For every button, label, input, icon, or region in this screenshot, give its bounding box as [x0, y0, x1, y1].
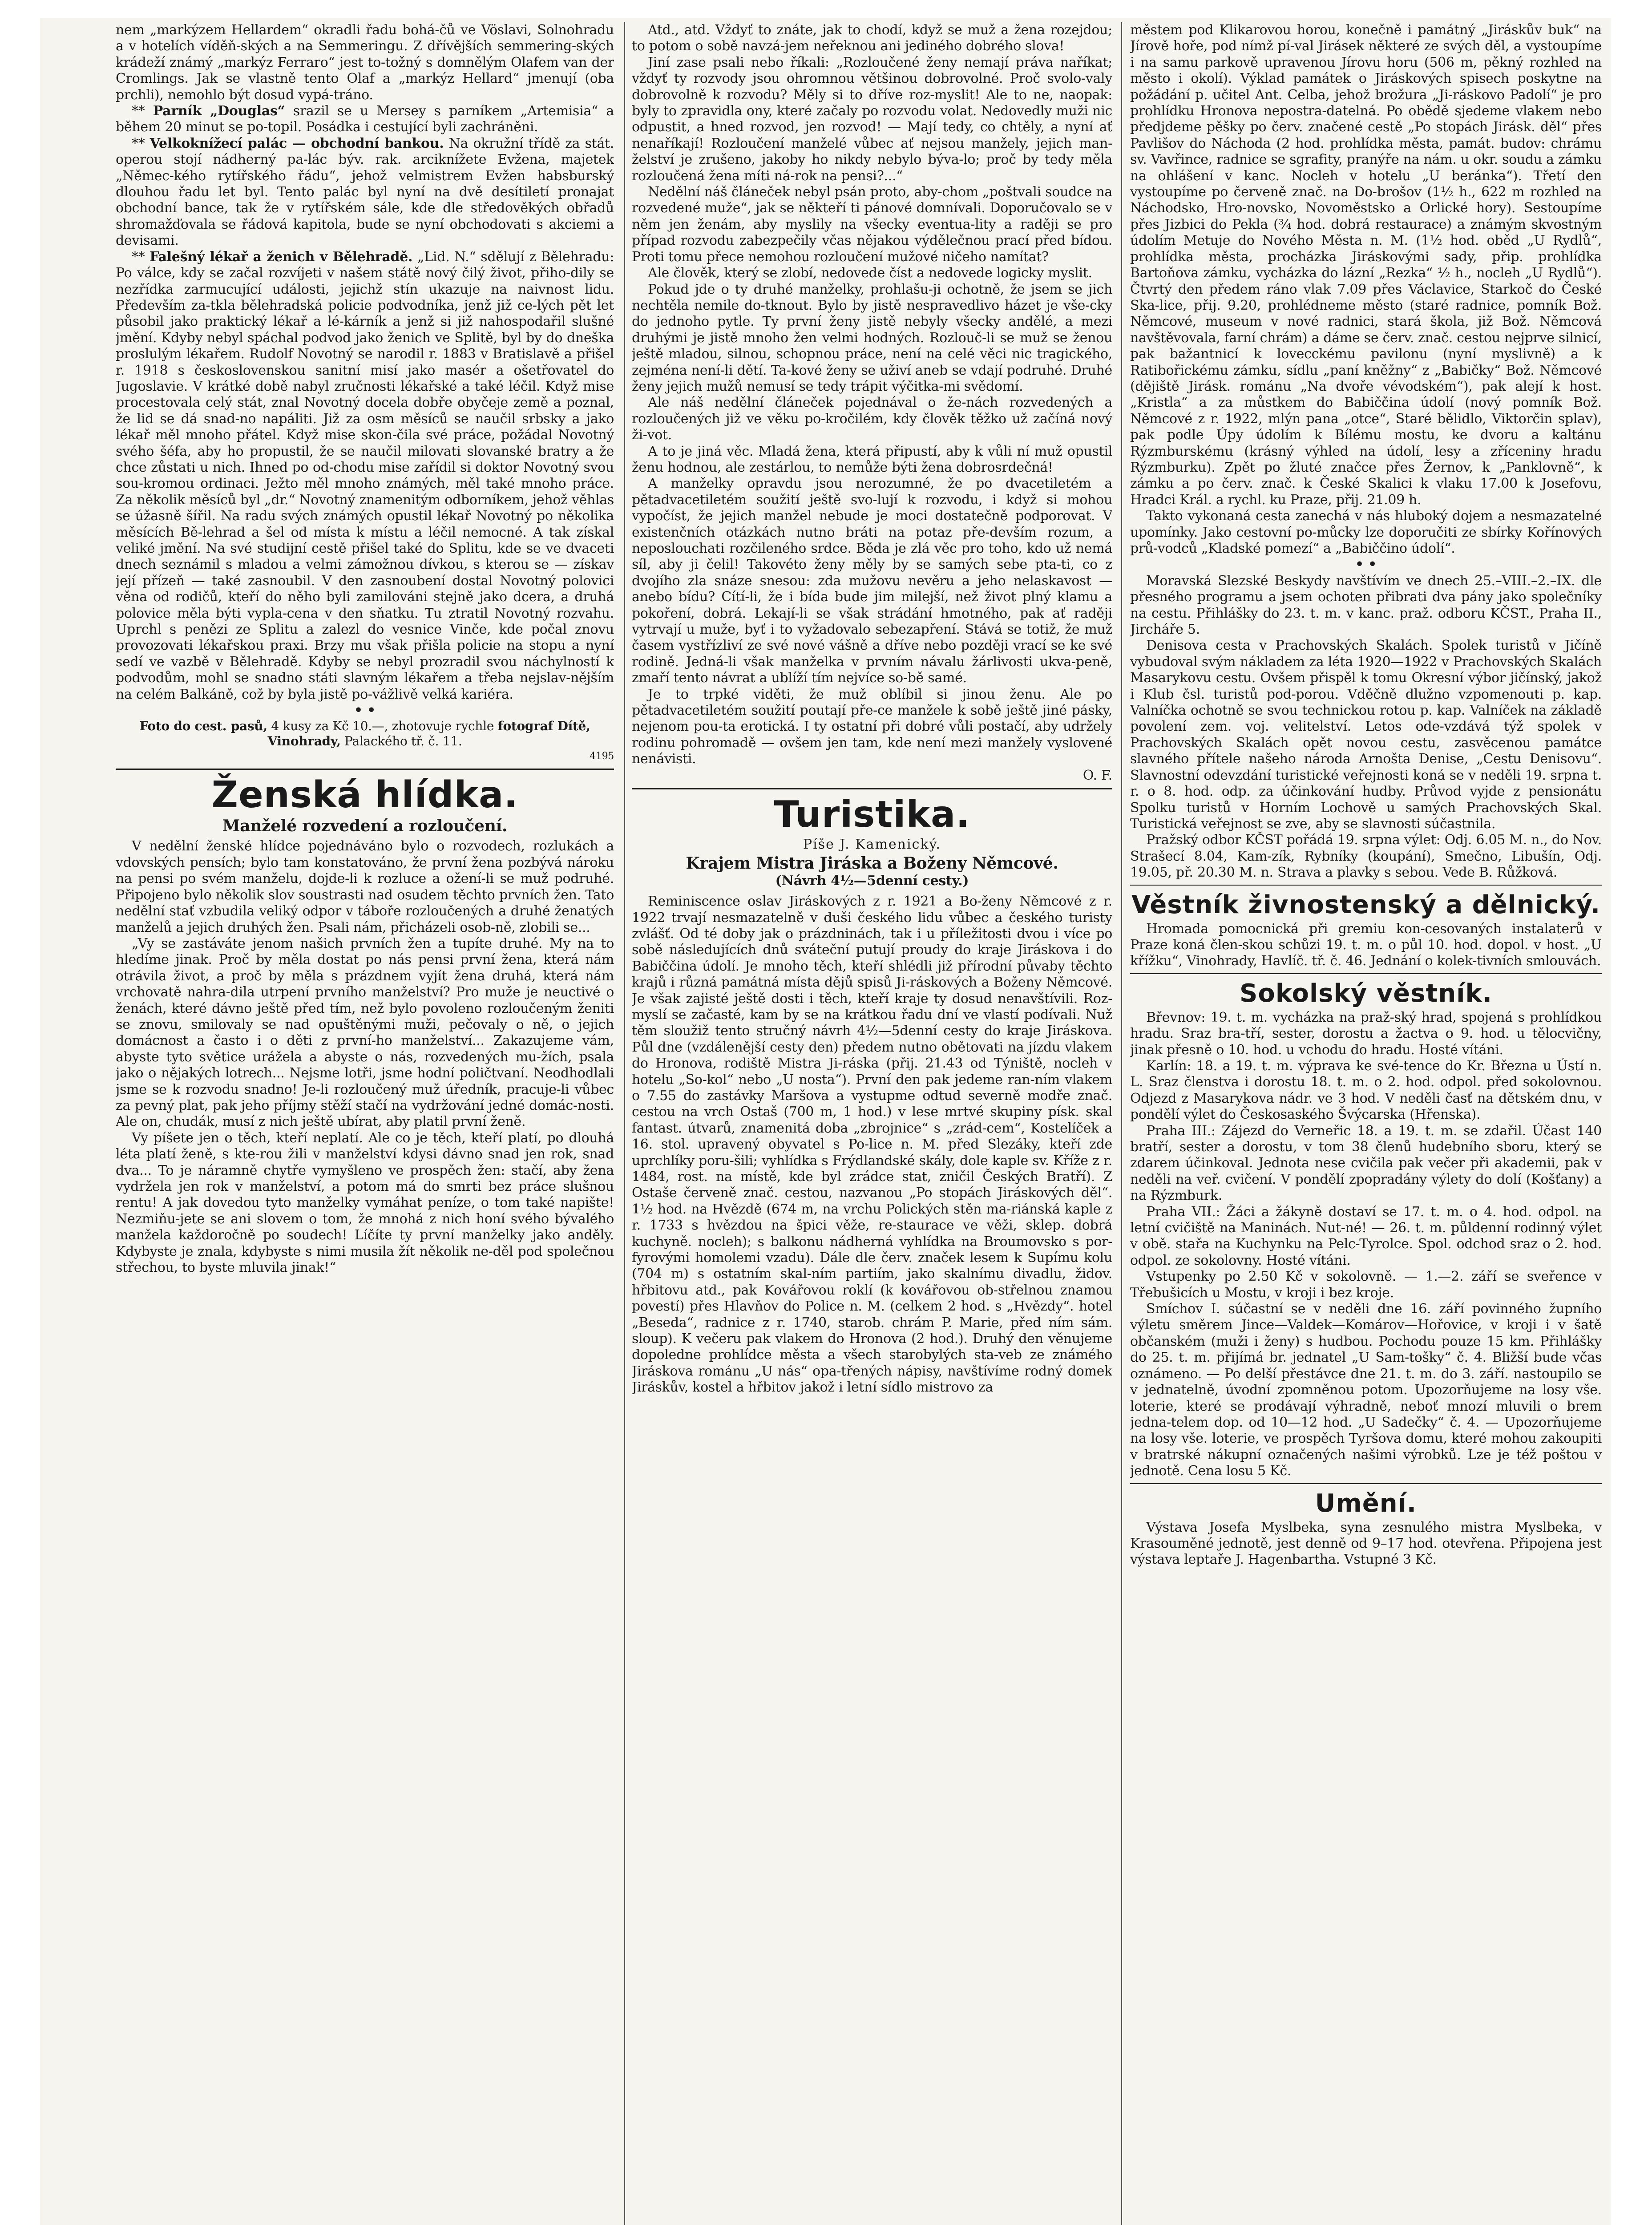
paragraph: Praha III.: Zájezd do Verneřic 18. a 19. t. m. se zdařil. Účast 140 bratří, sester a dorostu, v tom 38 členů hudebního sboru, který se zdarem účinkoval. Jednota nese cvičila pak večer při akademii, pak v neděli na veř. cvičení. V pondělí zpopradány výlety do dolí (Košťany) a na Rýzmburk.	[1130, 1123, 1602, 1204]
article-title: Manželé rozvedení a rozloučení.	[222, 817, 508, 836]
section-title-turistika: Turistika.	[774, 793, 970, 836]
ad-text: 4 kusy za Kč 10.—, zhotovuje rychle	[267, 719, 498, 734]
byline: Píše J. Kamenický.	[803, 837, 941, 853]
news-item: ** Velkoknížecí palác — obchodní bankou. Na okružní třídě za stát. operou stojí nádherný pa-lác býv. rak. arciknížete Evžena, majetek „Němec-kého rytířského řádu“, jehož velmistrem Evžen habsburský dlouhou řadu let byl. Tento palác byl nyní na dvě desítiletí pronajat obchodní bance, tak že v rytířském sále, kde dle středověkých obřadů shromažďovala se řádová kapitola, bude se nyní obchodovati s akciemi a devisami.	[116, 135, 614, 249]
divider	[632, 788, 1112, 789]
news-text: Na okružní třídě za stát. operou stojí nádherný pa-lác býv. rak. arciknížete Evžena, majetek „Němec-kého rytířského řádu“, jehož velmistrem Evžen habsburský dlouhou řadu let byl. Tento palác byl nyní na dvě desítiletí pronajat obchodní bance, tak že v rytířském sále, kde dle středověkých obřadů shromažďovala se řádová kapitola, bude se nyní obchodovati s akciemi a devisami.	[116, 135, 614, 249]
paragraph: Nedělní náš článeček nebyl psán proto, aby-chom „poštvali soudce na rozvedené muže“, jak se někteří ti pánové domnívali. Doporučovalo se v něm jen ženám, aby myslily na všecky eventua-lity a raději se pro případ rozvodu zabezpečily včas nějakou výdělečnou prací před bídou. Proti tomu přece nemohou rozloučení mužové ničeho namítat?	[632, 184, 1112, 265]
column-rule	[624, 22, 625, 2225]
ad-text: fotograf Dítě, Vinohrady,	[267, 719, 590, 749]
divider	[1130, 973, 1602, 974]
ad-text: Palackého tř. č. 11.	[340, 734, 462, 749]
paragraph: Ale člověk, který se zlobí, nedovede číst a nedovede logicky myslit.	[648, 265, 1092, 281]
article-title: Krajem Mistra Jiráska a Boženy Němcové.	[686, 854, 1058, 873]
paragraph: Reminiscence oslav Jiráskových z r. 1921 a Bo-ženy Němcové z r. 1922 trvají nesmazatelně v duši českého lidu vůbec a českého turisty zvlášť. Od té doby jak o prázdninách, tak i u příležitosti dvou i více po sobě následujících dnů sváteční putují proudy do kraje Jiráskova i do Babiččina údolí. Je mnoho těch, kteří shlédli již přírodní půvaby těchto krajů i různá památná místa dějů spisů Ji-ráskových a Boženy Němcové. Je však zajisté ještě dosti i těch, kteří kraje ty dosud nenavštívili. Roz-myslí se začasté, kam by se na krátkou řadu dní ve vlastí podívali. Nuž těm sloužiž tento stručný návrh 4½—5denní cesty do kraje Jiráskova. Půl dne (vzdálenější cesty den) předem nutno obětovati na jízdu vlakem do Hronova, rodiště Mistra Ji-ráska (přij. 21.43 od Týniště, nocleh v hotelu „So-kol“ nebo „U nosta“). První den pak jedeme ran-ním vlakem o 7.55 do zastávky Maršova a vystupme odtud severně modře znač. cestou na vrch Ostaš (700 m, 1 hod.) v lese mrtvé skupiny písk. skal fantast. útvarů, znamenitá doba „zbrojnice“ s „zrád-cem“, Kostelíček a 16. stol. upravený obyvatel s Po-lice n. M. před Slezáky, kteří zde uprchlíky poru-šili; vyhlídka s Frýdlandské skály, dole kaple sv. Kříže z r. 1484, rost. na místě, kde byl zrádce stat, zničil Českých Bratří). Z Ostaše červeně znač. cestou, nazvanou „Po stopách Jiráskových děl“. 1½ hod. na Hvězdě (674 m, na vrchu Polických stěn ma-riánská kaple z r. 1733 s hvězdou na špici věže, re-staurace ve věži, sklep. dobrá kuchyně. nocleh); s balkonu nádherná vyhlídka na Broumovsko s por-fyrovými homolemi vzadu). Dále dle červ. značek lesem k Supímu kolu (704 m) s ostatním skal-ním partiím, jako skalnímu divadlu, židov. hřbitovu atd., pak Kovářovou roklí (k kovářovou ob-střelnou znamou povestí) přes Hlavňov do Police n. M. (celkem 2 hod. s „Hvězdy“. hotel „Beseda“, radnice z r. 1740, starob. chrám P. Marie, před ním sám. sloup). K večeru pak vlakem do Hronova (2 hod.). Druhý den věnujeme dopoledne prohlídce města a všech starobylých sta-veb ze známého Jiráskova románu „U nás“ opa-třených nápisy, navštívíme rodný domek Jiráskův, kostel a hřbitov jakož i letní sídlo mistrovo za	[632, 894, 1112, 1396]
news-headline: Falešný lékař a ženich v Bělehradě.	[149, 249, 413, 265]
section-title-sokolsky-vestnik: Sokolský věstník.	[1240, 979, 1492, 1008]
paragraph: Praha VII.: Žáci a žákyně dostaví se 17. t. m. o 4. hod. odpol. na letní cvičiště na Maninách. Nut-né! — 26. t. m. půldenní rodinný výlet v obě. stařa na Kuchynku na Pelc-Tyrolce. Spol. odchod sraz o 2. hod. odpol. ze sokolovny. Hosté vítáni.	[1130, 1204, 1602, 1268]
paragraph: Ale náš nedělní článeček pojednával o že-nách rozvedených a rozloučených již ve věku po-kročilém, kdy člověk těžko už začíná nový ži-vot.	[632, 395, 1112, 443]
author-signature: O. F.	[1082, 767, 1112, 783]
separator-stars: • •	[354, 703, 376, 719]
ad-number: 4195	[590, 751, 614, 762]
column-2	[632, 22, 1112, 2225]
separator-stars: • •	[1355, 557, 1377, 573]
paragraph: Je to trpké viděti, že muž oblíbil si jinou ženu. Ale po pětadvacetiletém soužití poutají pře-ce manžele k sobě ještě jiné pásky, nejenom pou-ta erotická. I ty ostatní při dobré vůli postačí, aby udržely rodinu pohromadě — ovšem jen tam, kde není mezi manžely vyslovené nenávisti.	[632, 686, 1112, 767]
section-title-zenska-hlidka: Ženská hlídka.	[211, 774, 518, 817]
advertisement	[116, 719, 614, 764]
paragraph: Výstava Josefa Myslbeka, syna zesnulého mistra Myslbeka, v Krasouměné jednotě, jest denně od 9–17 hod. otevřena. Připojena jest výstava leptaře J. Hagenbartha. Vstupné 3 Kč.	[1130, 1519, 1602, 1568]
column-rule	[1121, 22, 1122, 2225]
paragraph: V nedělní ženské hlídce pojednáváno bylo o rozvodech, rozlukách a vdovských pensích; bylo tam konstatováno, že první žena pozbývá nároku na pensi po svém manželu, dojde-li k rozluce a ožení-li se muž podruhé. Připojeno bylo několik slov soustrasti nad osudem těchto prvních žen. Tato nedělní stať vzbudila veliký odpor v táboře rozloučených a druhé ženatých manželů a jejich druhých žen. Psali nám, přicházeli osob-ně, zlobili se...	[116, 838, 614, 935]
paragraph: „Vy se zastáváte jenom našich prvních žen a tupíte druhé. My na to hledíme jinak. Proč by měla dostat po nás pensi první žena, která nám otrávila život, a proč by měla s prázdnem vyjít žena druhá, která nám vrchovatě nahra-dila utrpení prvního manželství? Pro muže je neuctivé o ženách, které dávno ještě před tím, než bylo povoleno rozloučeným ženiti se znovu, smilovaly se nad opuštěnými muži, pečovaly o ně, o jejich domácnost a často i o děti z první-ho manželství... Zakazujeme vám, abyste tyto světice urážela a abyste o nás, rozvedených mu-žích, psala jako o nějakých lotrech... Nejsme lotři, jsme hodní poličtvaní. Neodhodlali jsme se k rozvodu snadno! Je-li rozloučený muž úředník, pracuje-li vůbec za pevný plat, pak jeho příjmy stěží stačí na vydržování jedné domác-nosti. Ale on, chudák, musí z nich ještě ubírat, aby platil první ženě.	[116, 935, 614, 1130]
paragraph: A to je jiná věc. Mladá žena, která připustí, aby k vůli ní muž opustil ženu hodnou, ale zestárlou, to nemůže býti žena dobrosrdečná!	[632, 443, 1112, 475]
news-text: „Lid. N.“ sdělují z Bělehradu: Po válce, kdy se začal rozvíjeti v našem státě nový čilý život, přiho-dily se nezřídka zarmucující události, jejichž stín ukazuje na naivnost lidu. Především za-tkla bělehradská policie podvodníka, jenž již ce-lých pět let působil jako praktický lékař a lé-kárník a jenž si již nahospodařil slušné jmění. Kdyby nebyl spáchal podvod jako ženich ve Splitě, byl by do dneška proslulým lékařem. Rudolf Novotný se narodil r. 1883 v Bratislavě a přišel r. 1918 s československou sanitní misí jako masér a ošetřovatel do Jugoslavie. V krátké době nabyl zručnosti lékařské a také léčil. Když mise procestovala celý stát, znal Novotný docela dobře obyčeje země a poznal, že lid se dá snad-no napáliti. Již za osm měsíců se naučil srbsky a jako lékař měl mnoho přátel. Když mise skon-čila své práce, požádal Novotný svého šéfa, aby ho propustil, že se naučil milovati slovanské bratry a že chce zůstati u nich. Ihned po od-chodu mise zařídil si doktor Novotný svou sou-kromou ordinaci. Ježto měl mnoho známých, měl také mnoho práce. Za několik měsíců byl „dr.“ Novotný znamenitým odborníkem, jehož věhlas se úžasně šířil. Na radu svých známých opustil lékař Novotný po několika měsících Bě-lehrad a šel od místa k místu a léčil nemocné. A tak získal veliké jmění. Na své studijní cestě přišel také do Splitu, kde se ve dvaceti dnech seznámil s mladou a velmi zámožnou dívkou, s kterou se — získav její přízeň — také zasnoubil. V den zasnoubení dostal Novotný polovici věna od rodičů, kteří do něho byli zamilováni stejně jako dcera, a druhá polovice měla býti vypla-cena v den sňatku. Tu ztratil Novotný rozvahu. Uprchl s penězi ze Splitu a zalezl do vesnice Vinče, kde počal znovu provozovati lékařskou praxi. Brzy mu však přišla policie na stopu a nyní sedí ve vazbě v Bělehradě. Kdyby se nebyl prozradil svou náchylností k podvodům, mohl se snadno státi slavným lékařem a třeba nejslav-nějším na celém Balkáně, což by byla jistě po-vážlivě velká kariéra.	[116, 249, 614, 702]
paragraph: Karlín: 18. a 19. t. m. výprava ke své-tence do Kr. Března u Ústí n. L. Sraz členstva i dorostu 18. t. m. o 2. hod. odpol. před sokolovnou. Odjezd z Masarykova nádr. ve 3 hod. V neděli časť na dětském dnu, v pondělí výlet do Českosaského Švýcarska (Hřenska).	[1130, 1058, 1602, 1123]
paragraph: Vy píšete jen o těch, kteří neplatí. Ale co je těch, kteří platí, po dlouhá léta platí ženě, s kte-rou žili v manželství kdysi dávno snad jen rok, snad dva... To je náramně chytře vymyšleno ve prospěch žen: stačí, aby žena vydržela jen rok v manželství, a potom má do smrti bez práce slušnou rentu! A jak dovedou tyto manželky vymáhat peníze, o tom také napište! Nezmiňu-jete se ani slovem o tom, že mnohá z nich honí svého bývalého manžela každoročně po soudech! Líčíte ty první manželky jako anděly. Kdybyste je znala, kdybyste s nimi musila žít několik ne-děl pod společnou střechou, to byste mluvila jinak!“	[116, 1130, 614, 1276]
article-subtitle: (Návrh 4½—5denní cesty.)	[775, 873, 969, 889]
paragraph: Břevnov: 19. t. m. vycházka na praž-ský hrad, spojená s prohlídkou hradu. Sraz bra-tří, sester, dorostu a žactva o 9. hod. u tělocvičny, jinak přesně o 10. hod. u vchodu do hradu. Hosté vítáni.	[1130, 1009, 1602, 1058]
paragraph: Moravská Slezské Beskydy navštívím ve dnech 25.–VIII.–2.–IX. dle přesného programu a jsem ochoten přibrati dva pány jako společníky na cestu. Přihlášky do 23. t. m. v kanc. praž. odboru KČST., Praha II., Jircháře 5.	[1130, 573, 1602, 638]
paragraph: městem pod Klikarovou horou, konečně i památný „Jiráskův buk“ na Jírově hoře, pod nímž pí-val Jirásek některé ze svých děl, a vystoupíme i na samu parkově upravenou Jírovu horu (506 m, pěkný rozhled na město i okolí). Výklad památek o Jiráskových spisech poskytne na požádání p. učitel Ant. Celba, jehož brožura „Ji-ráskovo Padolí“ je pro prohlídku Hronova nepostra-datelná. Po obědě sjedeme vlakem nebo předjdeme pěšky po červ. značené cestě „Po stopách Jirásk. děl“ přes Pavlišov do Náchoda (2 hod. prohlídka města, památ. budov: chrámu sv. Vavřince, radnice se sgrafity, pranýře na nám. u okr. soudu a zámku na ohlášení v kanc. Nocleh v hotelu „U beránka“). Třetí den vystoupíme po červeně znač. na Do-brošov (1½ h., 622 m rozhled na Náchodsko, Hro-novsko, Novoměstsko a Orlické hory). Sestoupíme přes Jizbici do Pekla (¾ hod. dobrá restaurace) a známým skvostným údolím Metuje do Nového Města n. M. (1½ hod. oběd „U Rydlů“, prohlídka města, procházka Jiráskovými sady, přip. prohlídka Bartoňova zámku, vycházka do lázní „Rezka“ ½ h., nocleh „U Rydlů“). Čtvrtý den předem ráno vlak 7.09 přes Václavice, Starkoč do České Ska-lice, přij. 9.20, prohlédneme město (staré radnice, pomník Bož. Němcové, museum v nové radnici, stará škola, již Bož. Němcová navštěvovala, farní chrám) a dáme se červ. znač. cestou nejprve silnicí, pak bažantnicí k lovecckému pavilonu (nyní myslivně) a k Ratibořickému zámku, sídlu „paní kněžny“ z „Babičky“ Bož. Němcové (dějiště Jirásk. románu „Na dvoře vévodském“), pak alejí k host. „Kristla“ a za můstkem do Babiččina údolí (nový pomník Bož. Němcové z r. 1922, mlýn pana „otce“, Staré bělidlo, Viktorčin splav), pak podle Úpy údolím k Bílému mostu, ke dvoru a kaltánu Rýzmburskému (krásný výhled na údolí, lesy a zříceniny hradu Rýzmburku). Zpět po žluté značce přes Žernov, k „Panklovně“, k zámku a po červ. znač. k České Skalici k vlaku 17.00 k Josefovu, Hradci Král. a rychl. ku Praze, přij. 21.09 h.	[1130, 22, 1602, 508]
news-text: srazil se u Mersey s parníkem „Artemisia“ a během 20 minut se po-topil. Posádka i cestující byli zachráněni.	[116, 103, 614, 135]
paragraph: Hromada pomocnická při gremiu kon-cesovaných instalaterů v Praze koná člen-skou schůzi 19. t. m. o půl 10. hod. dopol. v host. „U křížku“, Vinohrady, Havlíč. tř. č. 46. Jednání o kolek-tivních smlouvách.	[1130, 921, 1602, 969]
divider	[116, 769, 614, 770]
column-1	[116, 22, 614, 2225]
newspaper-page	[40, 18, 1611, 2225]
news-headline: Parník „Douglas“	[153, 103, 285, 119]
section-title-vestnik-zivnostensky: Věstník živnostenský a dělnický.	[1131, 890, 1600, 919]
paragraph: Pokud jde o ty druhé manželky, prohlašu-ji ochotně, že jsem se jich nechtěla nemile do-tknout. Bylo by jistě nespravedlivo házet je vše-cky do jednoho pytle. Ty první ženy jistě nebyly všecky andělé, a mezi druhými je jistě mnoho žen velmi hodných. Rozlouč-li se muž se ženou ještě mladou, silnou, schopnou práce, není na celé věci nic tragického, zejména není-li dětí. Ta-kové ženy se uživí aneb se vdají podruhé. Druhé ženy jejich mužů nemusí se tedy trápit výčitka-mi svědomí.	[632, 281, 1112, 394]
paragraph: nem „markýzem Hellardem“ okradli řadu bohá-čů ve Vöslavi, Solnohradu a v hotelích víděň-ských a na Semmeringu. Z dřívějších semmering-ských krádeží známý „markýz Ferraro“ jest to-tožný s domnělým Olafem van der Cromlings. Jak se vlastně tento Olaf a „markýz Hellard“ jmenují (oba prchli), nemohlo být dosud vypá-tráno.	[116, 22, 614, 103]
paragraph: Atd., atd. Vždyť to znáte, jak to chodí, když se muž a žena rozejdou; to potom o sobě navzá-jem neřeknou ani jediného dobrého slova!	[632, 22, 1112, 54]
paragraph: Takto vykonaná cesta zanechá v nás hluboký dojem a nesmazatelné upomínky. Jako cestovní po-můcky lze doporučiti ze sbírky Kořínových prů-vodců „Kladské pomezí“ a „Babiččino údolí“.	[1130, 508, 1602, 556]
paragraph: A manželky opravdu jsou nerozumné, že po dvacetiletém a pětadvacetiletém soužití ještě svo-lují k rozvodu, i když si mohou vypočíst, že jejich manžel nebude je moci dostatečně podporovat. V existenčních otázkách nutno bráti na potaz pře-devším rozum, a neposlouchati rozčileného srdce. Běda je zlá věc pro toho, kdo už nemá síl, aby ji čelil! Takovéto ženy měly by se samých sebe pta-ti, co z dvojího zla snáze snesou: zda mužovu nevěru a jeho nelaskavost — anebo bídu? Cítí-li, že i bída bude jim milejší, než život plný klamu a pokoření, dobrá. Lekají-li se však strádání hmotného, pak ať raději vytrvají u muže, byť i to vyžadovalo sebezapření. Stává se totiž, že muž časem vystřízliví ze své nové vášně a dříve nebo později vrací se ke své rodině. Jedná-li však manželka v prvním návalu žárlivosti ukva-peně, zmaří tento návrat a ublíží tím nejvíce so-bě samé.	[632, 476, 1112, 686]
divider	[1130, 885, 1602, 886]
paragraph: Smíchov I. súčastní se v neděli dne 16. září povinného župního výletu směrem Jince—Valdek—Komárov—Hořovice, v kroji i v šatě občanském (muži i ženy) s hudbou. Pochodu pouze 15 km. Přihlášky do 25. t. m. přijímá br. jednatel „U Sam-tošky“ č. 4. Bližší bude včas oznámeno. — Po delší přestávce dne 21. t. m. do 3. září. nastoupilo se v jednatelně, úvodní zpomněnou potom. Upozorňujeme na losy vše. loterie, které se prodávají výhradně, neboť mnozí mluvili o brem jedna-telem dop. od 10—12 hod. „U Sadečky“ č. 4. — Upozorňujeme na losy vše. loterie, ve prospěch Tyršova domu, které mohou zakoupiti v bratrské nákupní označených našimi výrobků. Lze je též poštou v jednotě. Cena losu 5 Kč.	[1130, 1301, 1602, 1479]
paragraph: Vstupenky po 2.50 Kč v sokolovně. — 1.—2. září se sveřence v Třebušicích u Mostu, v kroji i bez kroje.	[1130, 1269, 1602, 1301]
ad-text: Foto do cest. pasů,	[139, 719, 267, 734]
column-3	[1130, 22, 1602, 2225]
paragraph: Pražský odbor KČST pořádá 19. srpna výlet: Odj. 6.05 M. n., do Nov. Strašecí 8.04, Kam-zík, Rybníky (koupání), Smečno, Libušín, Odj. 19.05, př. 20.30 M. n. Strava a plavky s sebou. Vede B. Růžková.	[1130, 832, 1602, 881]
paragraph: Jiní zase psali nebo říkali: „Rozloučené ženy nemají práva naříkat; vždyť ty rozvody jsou ohromnou většinou dobrovolné. Proč svolo-valy dobrovolně k rozvodu? Měly si to dříve roz-myslit! Ale to ne, naopak: byly to zpravidla ony, které začaly po rozvodu volat. Nedovedly muži nic odpustit, a hned rozvod, jen rozvod! — Mají tedy, co chtěly, a nyní ať nenaříkají! Rozloučení manželé vůbec ať nejsou manžely, jejich man-želství je zrušeno, jakoby ho nikdy nebylo býva-lo; proč by tedy měla rozloučená žena míti ná-rok na pensi?...“	[632, 54, 1112, 184]
news-item: ** Parník „Douglas“ srazil se u Mersey s parníkem „Artemisia“ a během 20 minut se po-topil. Posádka i cestující byli zachráněni.	[116, 103, 614, 135]
divider	[1130, 1483, 1602, 1484]
section-title-umeni: Umění.	[1315, 1489, 1417, 1518]
news-item: ** Falešný lékař a ženich v Bělehradě. „Lid. N.“ sdělují z Bělehradu: Po válce, kdy se začal rozvíjeti v našem státě nový čilý život, přiho-dily se nezřídka zarmucující události, jejichž stín ukazuje na naivnost lidu. Především za-tkla bělehradská policie podvodníka, jenž již ce-lých pět let působil jako praktický lékař a lé-kárník a jenž si již nahospodařil slušné jmění. Kdyby nebyl spáchal podvod jako ženich ve Splitě, byl by do dneška proslulým lékařem. Rudolf Novotný se narodil r. 1883 v Bratislavě a přišel r. 1918 s československou sanitní misí jako masér a ošetřovatel do Jugoslavie. V krátké době nabyl zručnosti lékařské a také léčil. Když mise procestovala celý stát, znal Novotný docela dobře obyčeje země a poznal, že lid se dá snad-no napáliti. Již za osm měsíců se naučil srbsky a jako lékař měl mnoho přátel. Když mise skon-čila své práce, požádal Novotný svého šéfa, aby ho propustil, že se naučil milovati slovanské bratry a že chce zůstati u nich. Ihned po od-chodu mise zařídil si doktor Novotný svou sou-kromou ordinaci. Ježto měl mnoho známých, měl také mnoho práce. Za několik měsíců byl „dr.“ Novotný znamenitým odborníkem, jehož věhlas se úžasně šířil. Na radu svých známých opustil lékař Novotný po několika měsících Bě-lehrad a šel od místa k místu a léčil nemocné. A tak získal veliké jmění. Na své studijní cestě přišel také do Splitu, kde se ve dvaceti dnech seznámil s mladou a velmi zámožnou dívkou, s kterou se — získav její přízeň — také zasnoubil. V den zasnoubení dostal Novotný polovici věna od rodičů, kteří do něho byli zamilováni stejně jako dcera, a druhá polovice měla býti vypla-cena v den sňatku. Tu ztratil Novotný rozvahu. Uprchl s penězi ze Splitu a zalezl do vesnice Vinče, kde počal znovu provozovati lékařskou praxi. Brzy mu však přišla policie na stopu a nyní sedí ve vazbě v Bělehradě. Kdyby se nebyl prozradil svou náchylností k podvodům, mohl se snadno státi slavným lékařem a třeba nejslav-nějším na celém Balkáně, což by byla jistě po-vážlivě velká kariéra.	[116, 249, 614, 702]
paragraph: Denisova cesta v Prachovských Skalách. Spolek turistů v Jičíně vybudoval svým nákladem za léta 1920—1922 v Prachovských Skalách Masarykovu cestu. Ovšem přispěl k tomu Okresní výbor jičínský, jakož i Klub čsl. turistů pod-porou. Vděčně dlužno vzpomenouti p. kap. Valníčka ochotně se svou technickou rotou p. kap. Valníček na základě povolení zem. voj. velitelství. Letos ode-vzdává týž spolek v Prachovských Skalách opět novou cestu, zasvěcenou památce slavného přítele našeho národa Arnošta Denise, „Cestu Denisovu“. Slavnostní odevzdání turistické veřejnosti koná se v neděli 19. srpna t. r. o 8. hod. odp. za účinkování hudby. Průvod vyjde z pensionátu Spolku turistů v Horním Lochově u samých Prachovských Skal. Turistická veřejnost se zve, aby se slavnosti súčastnila.	[1130, 638, 1602, 832]
news-headline: Velkoknížecí palác — obchodní bankou.	[149, 135, 444, 151]
